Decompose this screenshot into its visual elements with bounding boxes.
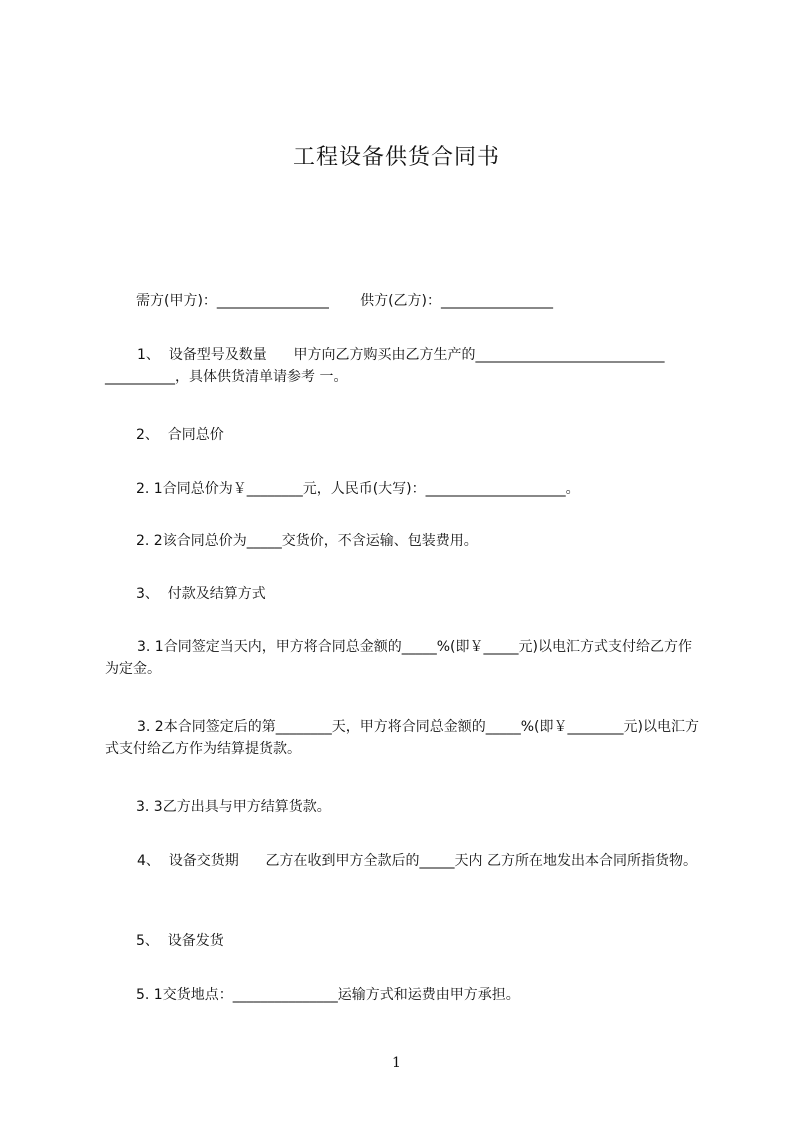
clause-1-equipment-model-quantity: 1、 设备型号及数量 甲方向乙方购买由乙方生产的___________________________ __________，具体供货清单请参考 一。 [105, 347, 669, 385]
clause-5-heading: 5、 设备发货 [136, 933, 224, 949]
clause-2-1-total-price: 2. 1合同总价为￥________元，人民币(大写)：____________________。 [136, 481, 580, 497]
clause-5-1-delivery-location: 5. 1交货地点：_______________运输方式和运费由甲方承担。 [136, 987, 520, 1003]
clause-3-heading: 3、 付款及结算方式 [136, 586, 266, 602]
page-number: 1 [392, 1055, 401, 1071]
clause-3-3-settlement: 3. 3乙方出具与甲方结算货款。 [136, 799, 331, 815]
clause-2-2-price-terms: 2. 2该合同总价为_____交货价，不含运输、包装费用。 [136, 533, 478, 549]
clause-3-1-deposit: 3. 1合同签定当天内，甲方将合同总金额的_____%(即￥_____元)以电汇方式支付给乙方作为定金。 [105, 639, 692, 677]
clause-4-delivery-period: 4、 设备交货期 乙方在收到甲方全款后的_____天内 乙方所在地发出本合同所指货物。 [137, 853, 697, 869]
clause-3-2-settlement-payment: 3. 2本合同签定后的第________天，甲方将合同总金额的_____%(即￥________元)以电汇方式支付给乙方作为结算提货款。 [105, 719, 699, 757]
document-title: 工程设备供货合同书 [292, 145, 500, 170]
clause-2-heading: 2、 合同总价 [136, 427, 224, 443]
parties-line: 需方(甲方)：________________ 供方(乙方)：________________ [136, 293, 553, 309]
